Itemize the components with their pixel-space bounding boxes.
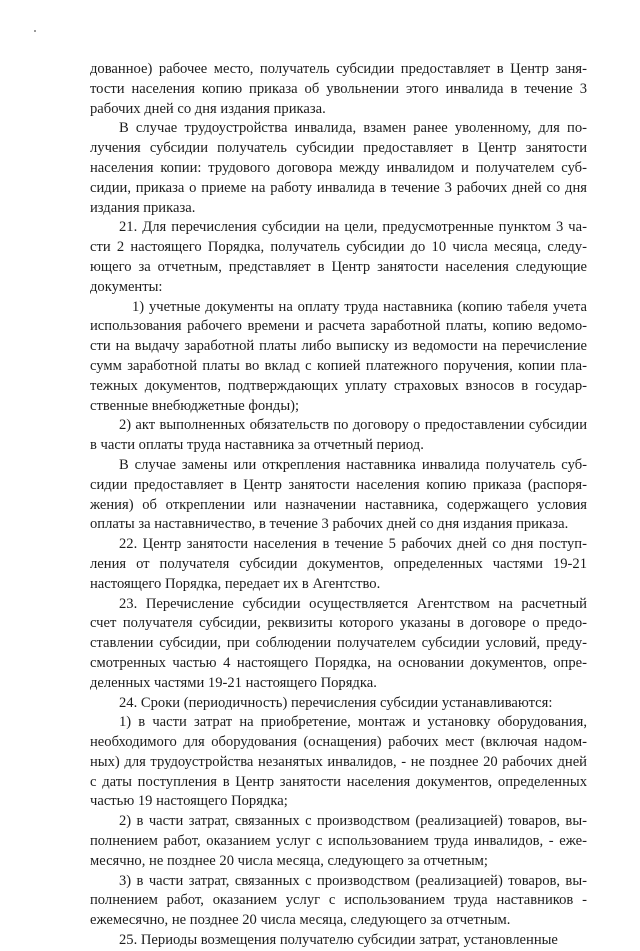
paragraph-item-21-sub-1: 1) учетные документы на оплату труда наставника (копию табеля учета использования рабочего времени и расчета заработной платы, копию ведомости на выдачу заработной платы либо выписку из ведомости на перечисление сумм заработной платы во вклад с копией платежного поручения, копии платежных документов, подтверждающих уплату страховых взносов в государственные внебюджетные фонды); [90,298,587,414]
paragraph-item-24: 24. Сроки (периодичность) перечисления субсидии устанавливаются: [119,694,553,711]
paragraph-item-21-sub-2: 2) акт выполненных обязательств по договору о предоставлении субсидии в части оплаты труда наставника за отчетный период. [90,417,587,454]
paragraph-replacement-hiring: В случае трудоустройства инвалида, взамен ранее уволенному, для получения субсидии получатель субсидии предоставляет в Центр занятости населения копии: трудового договора между инвалидом и получателем субсидии, приказа о приеме на работу инвалида в течение 3 рабочих дней со дня издания приказа. [90,120,587,216]
paragraph-continuation: дованное) рабочее место, получатель субсидии предоставляет в Центр занятости населения копию приказа об увольнении этого инвалида в течение 3 рабочих дней со дня издания приказа. [90,61,587,117]
paragraph-item-22: 22. Центр занятости населения в течение 5 рабочих дней со дня поступления от получателя субсидии документов, определенных частями 19-21 настоящего Порядка, передает их в Агентство. [90,536,587,592]
paragraph-mentor-replacement: В случае замены или открепления наставника инвалида получатель субсидии предоставляет в Центр занятости населения копию приказа (распоряжения) об откреплении или назначении наставника, содержащего условия оплаты за наставничество, в течение 3 рабочих дней со дня издания приказа. [90,456,587,533]
paragraph-item-25: 25. Периоды возмещения получателю субсидии затрат, установленные [119,932,558,949]
paragraph-item-24-sub-2: 2) в части затрат, связанных с производством (реализацией) товаров, выполнением работ, оказанием услуг с использованием труда инвалидов, - ежемесячно, не позднее 20 числа месяца, следующего за отчетным; [90,813,587,869]
paragraph-item-21: 21. Для перечисления субсидии на цели, предусмотренные пунктом 3 части 2 настоящего Порядка, получатель субсидии до 10 числа месяца, следующего за отчетным, представляет в Центр занятости населения следующие документы: [90,219,587,295]
paragraph-item-24-sub-3: 3) в части затрат, связанных с производством (реализацией) товаров, выполнением работ, оказанием услуг с использованием труда наставников - ежемесячно, не позднее 20 числа месяца, следующего за отчетным. [90,872,587,929]
paragraph-item-23: 23. Перечисление субсидии осуществляется Агентством на расчетный счет получателя субсидии, реквизиты которого указаны в договоре о предоставлении субсидии, при соблюдении получателем субсидии условий, предусмотренных частью 4 настоящего Порядка, на основании документов, определенных частями 19-21 настоящего Порядка. [90,595,587,691]
paragraph-item-24-sub-1: 1) в части затрат на приобретение, монтаж и установку оборудования, необходимого для оборудования (оснащения) рабочих мест (включая надомных) для трудоустройства незанятых инвалидов, - не позднее 20 рабочих дней с даты поступления в Центр занятости населения документов, определенных частью 19 настоящего Порядка; [90,714,587,810]
document-body [90,60,587,951]
scan-dot-mark [34,30,36,32]
